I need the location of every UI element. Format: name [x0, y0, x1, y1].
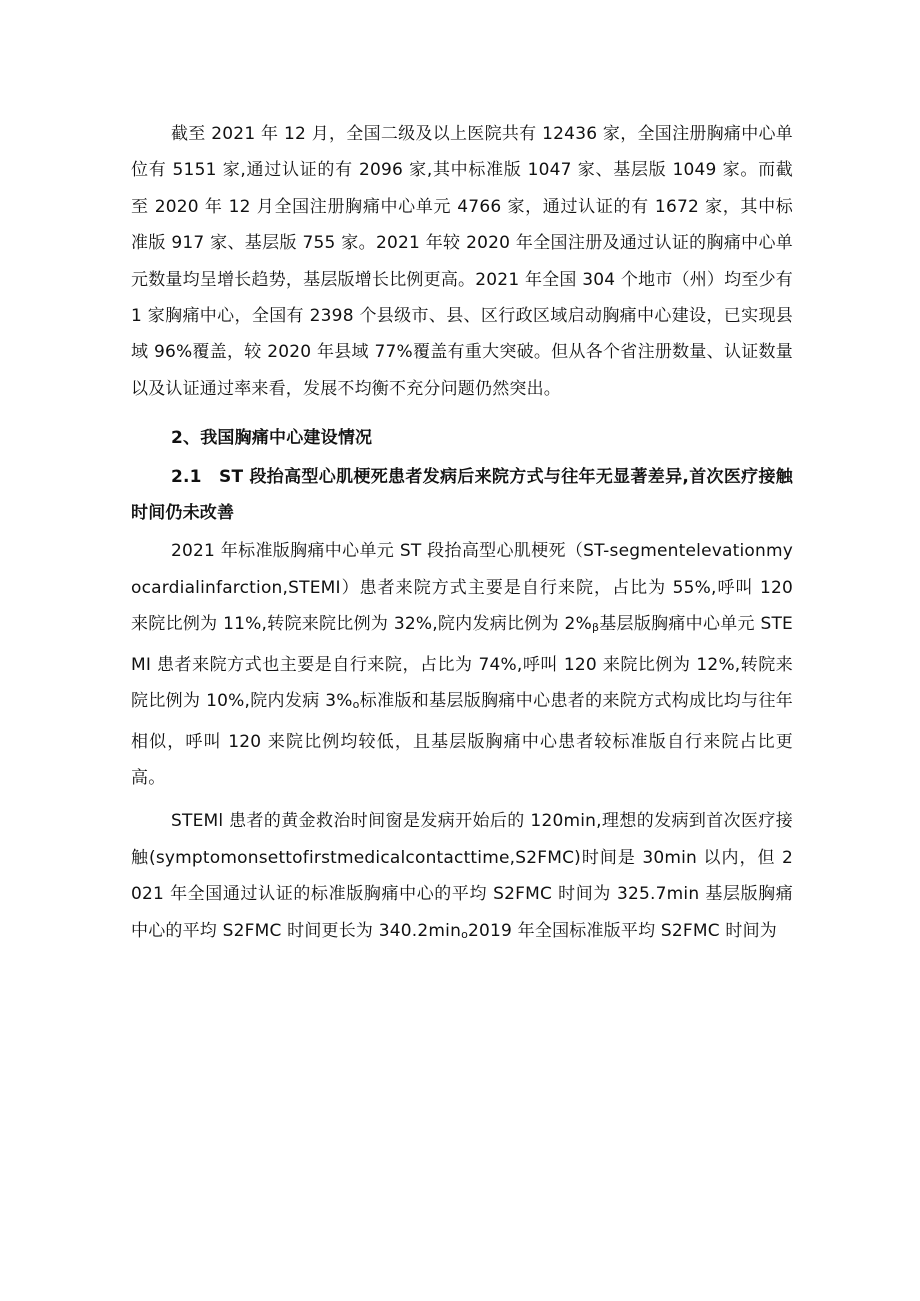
section-heading-2: 2、我国胸痛中心建设情况 [171, 428, 373, 449]
paragraph-s2fmc-time [131, 803, 793, 953]
paragraph-stemi-arrival-part-2: 基层版胸痛中心单元 STEMI 患者来院方式也主要是自行来院，占比为 74%,呼叫 120 来院比例为 12%,转院来院比例为 10%,院内发病 3% [131, 614, 793, 712]
section-heading-2-1 [131, 459, 793, 532]
document-body [131, 116, 793, 953]
section-heading-2-1-number: 2.1 [171, 466, 202, 487]
paragraph-s2fmc-part-2: 2019 年全国标准版平均 S2FMC 时间为 [468, 920, 777, 941]
paragraph-stemi-arrival-modes [131, 533, 793, 796]
paragraph-s2fmc-subscript: o [461, 927, 468, 941]
paragraph-stemi-arrival-subscript-2: o [352, 698, 360, 712]
paragraph-stemi-arrival-part-1: 2021 年标准版胸痛中心单元 ST 段抬高型心肌梗死（ST-segmentelevationmyocardialinfarction,STEMI）患者来院方式主要是自行来院，占比为 55%,呼叫 120 来院比例为 11%,转院来院比例为 32%,院内发病比例为 2% [131, 541, 793, 635]
paragraph-chest-pain-center-stats: 截至 2021 年 12 月，全国二级及以上医院共有 12436 家，全国注册胸痛中心单位有 5151 家,通过认证的有 2096 家,其中标准版 1047 家、基层版 1049 家。而截至 2020 年 12 月全国注册胸痛中心单元 4766 家，通过认证的有 1672 家，其中标准版 917 家、基层版 755 家。2021 年较 2020 年全国注册及通过认证的胸痛中心单元数量均呈增长趋势，基层版增长比例更高。2021 年全国 304 个地市（州）均至少有 1 家胸痛中心，全国有 2398 个县级市、县、区行政区域启动胸痛中心建设，已实现县域 96%覆盖，较 2020 年县域 77%覆盖有重大突破。但从各个省注册数量、认证数量以及认证通过率来看，发展不均衡不充分问题仍然突出。 [131, 124, 793, 399]
paragraph-s2fmc-part-1: STEMl 患者的黄金救治时间窗是发病开始后的 120min,理想的发病到首次医疗接触(symptomonsettofirstmedicalcontacttime,S2FMC)时间是 30min 以内，但 2021 年全国通过认证的标准版胸痛中心的平均 S2FMC 时间为 325.7min 基层版胸痛中心的平均 S2FMC 时间更长为 340.2min [131, 811, 793, 941]
paragraph-stemi-arrival-subscript-1: β [591, 621, 600, 635]
paragraph-stemi-arrival-part-3: 标准版和基层版胸痛中心患者的来院方式构成比均与往年相似，呼叫 120 来院比例均较低，且基层版胸痛中心患者较标准版自行来院占比更高。 [131, 691, 794, 788]
section-heading-2-1-text: ST 段抬高型心肌梗死患者发病后来院方式与往年无显著差异,首次医疗接触时间仍未改善 [131, 466, 793, 524]
